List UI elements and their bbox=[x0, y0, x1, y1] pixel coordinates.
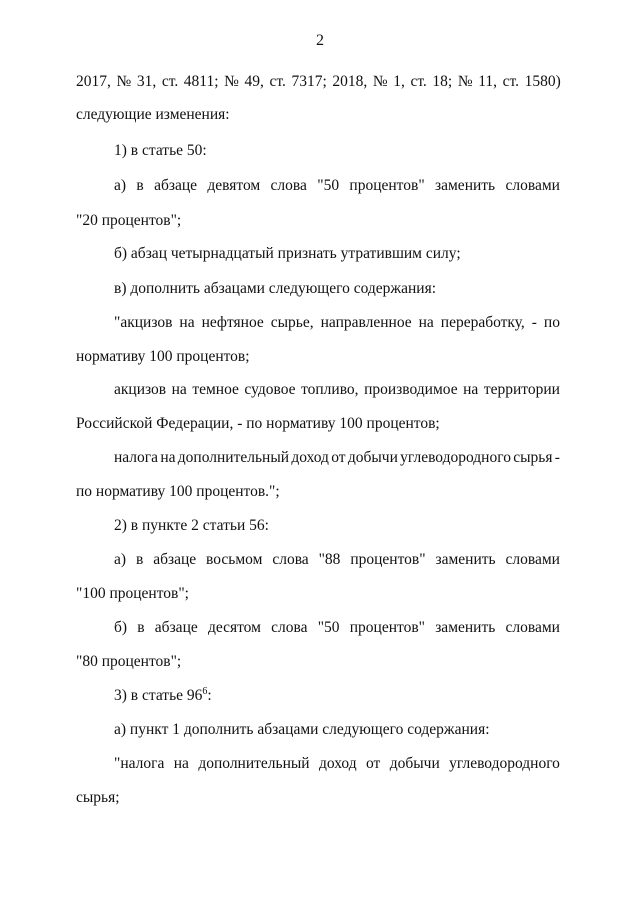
word: а) bbox=[114, 551, 127, 568]
word: нефтяное bbox=[201, 314, 264, 331]
word: № bbox=[372, 73, 388, 90]
word: словами bbox=[505, 551, 560, 568]
word: акцизов bbox=[114, 381, 167, 398]
word: - bbox=[531, 314, 537, 331]
word: абзаце bbox=[153, 551, 197, 568]
text-line: б) абзац четырнадцатый признать утратившим силу; bbox=[114, 245, 461, 262]
text-line: а) пункт 1 дополнить абзацами следующего содержания: bbox=[114, 721, 490, 738]
word: налога bbox=[114, 449, 159, 466]
word: процентов" bbox=[350, 551, 426, 568]
text-line: в) дополнить абзацами следующего содержания: bbox=[114, 280, 437, 297]
word: на bbox=[463, 381, 479, 398]
word: 4811; bbox=[183, 73, 219, 90]
word: заменить bbox=[435, 551, 496, 568]
word: углеводородного bbox=[400, 449, 511, 466]
word: 7317; bbox=[291, 73, 327, 90]
text-line: сырья; bbox=[76, 789, 120, 806]
text-line bbox=[114, 687, 212, 705]
word: "50 bbox=[317, 619, 340, 636]
text-line bbox=[114, 551, 560, 569]
word: в bbox=[137, 619, 145, 636]
word: восьмом bbox=[206, 551, 263, 568]
word: ст. bbox=[161, 73, 179, 90]
word: а) bbox=[114, 177, 127, 194]
word: от bbox=[331, 449, 346, 466]
word: в bbox=[136, 177, 144, 194]
text-line: Российской Федерации, - по нормативу 100 процентов; bbox=[76, 415, 440, 432]
word: ст. bbox=[410, 73, 427, 90]
text-line bbox=[76, 73, 561, 91]
text-line bbox=[114, 177, 560, 195]
text-line: "20 процентов"; bbox=[76, 212, 182, 229]
word: ст. bbox=[269, 73, 286, 90]
word: добычи bbox=[389, 755, 440, 772]
word: "акцизов bbox=[114, 314, 173, 331]
word: на bbox=[418, 314, 434, 331]
word: 31, bbox=[136, 73, 157, 90]
word: доход bbox=[319, 755, 357, 772]
word: сырья bbox=[513, 449, 553, 466]
text-line bbox=[114, 381, 560, 399]
word: девятом bbox=[207, 177, 261, 194]
text-line bbox=[114, 619, 560, 637]
word: № bbox=[116, 73, 132, 90]
colon: : bbox=[207, 687, 212, 704]
word: № bbox=[224, 73, 239, 90]
word: - bbox=[554, 449, 560, 466]
word: судовое bbox=[244, 381, 296, 398]
word: дополнительный bbox=[198, 755, 310, 772]
word: на bbox=[179, 314, 195, 331]
word: на bbox=[171, 381, 187, 398]
text-line: нормативу 100 процентов; bbox=[76, 348, 250, 365]
text-line: по нормативу 100 процентов."; bbox=[76, 483, 280, 500]
text-line bbox=[114, 314, 560, 332]
word: ст. bbox=[502, 73, 519, 90]
word: 49, bbox=[244, 73, 264, 90]
word: словами bbox=[505, 619, 560, 636]
word: переработку, bbox=[440, 314, 525, 331]
word: 2018, bbox=[332, 73, 368, 90]
text-line: 1) в статье 50: bbox=[114, 142, 207, 159]
word: на bbox=[173, 755, 189, 772]
word: 18; bbox=[432, 73, 453, 90]
word: 2017, bbox=[76, 73, 111, 90]
text-line-main: 3) в статье 96 bbox=[114, 687, 203, 704]
text-line: следующие изменения: bbox=[76, 106, 230, 123]
text-line bbox=[114, 755, 560, 773]
word: топливо, bbox=[301, 381, 359, 398]
word: десятом bbox=[207, 619, 261, 636]
word: 1, bbox=[393, 73, 405, 90]
word: б) bbox=[114, 619, 128, 636]
word: дополнительный bbox=[177, 449, 290, 466]
word: заменить bbox=[435, 177, 496, 194]
word: словами bbox=[505, 177, 560, 194]
word: заменить bbox=[435, 619, 496, 636]
word: абзаце bbox=[154, 177, 198, 194]
word: направленное bbox=[320, 314, 412, 331]
word: в bbox=[135, 551, 144, 568]
word: сырье, bbox=[270, 314, 314, 331]
word: территории bbox=[483, 381, 560, 398]
word: производимое bbox=[364, 381, 458, 398]
page-number: 2 bbox=[316, 32, 324, 49]
word: "50 bbox=[317, 177, 340, 194]
text-line bbox=[114, 449, 560, 467]
word: абзаце bbox=[154, 619, 198, 636]
text-line: 2) в пункте 2 статьи 56: bbox=[114, 517, 269, 534]
word: процентов" bbox=[349, 177, 425, 194]
word: на bbox=[160, 449, 176, 466]
word: слова bbox=[272, 551, 309, 568]
word: "налога bbox=[114, 755, 165, 772]
word: № bbox=[457, 73, 473, 90]
word: доход bbox=[291, 449, 329, 466]
superscript: 6 bbox=[202, 685, 208, 697]
word: по bbox=[543, 314, 560, 331]
word: слова bbox=[271, 619, 308, 636]
word: от bbox=[366, 755, 381, 772]
word: процентов" bbox=[349, 619, 425, 636]
word: темное bbox=[192, 381, 239, 398]
word: слова bbox=[270, 177, 307, 194]
word: 11, bbox=[478, 73, 498, 90]
word: углеводородного bbox=[449, 755, 560, 772]
text-line: "100 процентов"; bbox=[76, 585, 189, 602]
word: "88 bbox=[318, 551, 341, 568]
text-line: "80 процентов"; bbox=[76, 653, 182, 670]
word: добычи bbox=[347, 449, 398, 466]
word: 1580) bbox=[524, 73, 561, 90]
